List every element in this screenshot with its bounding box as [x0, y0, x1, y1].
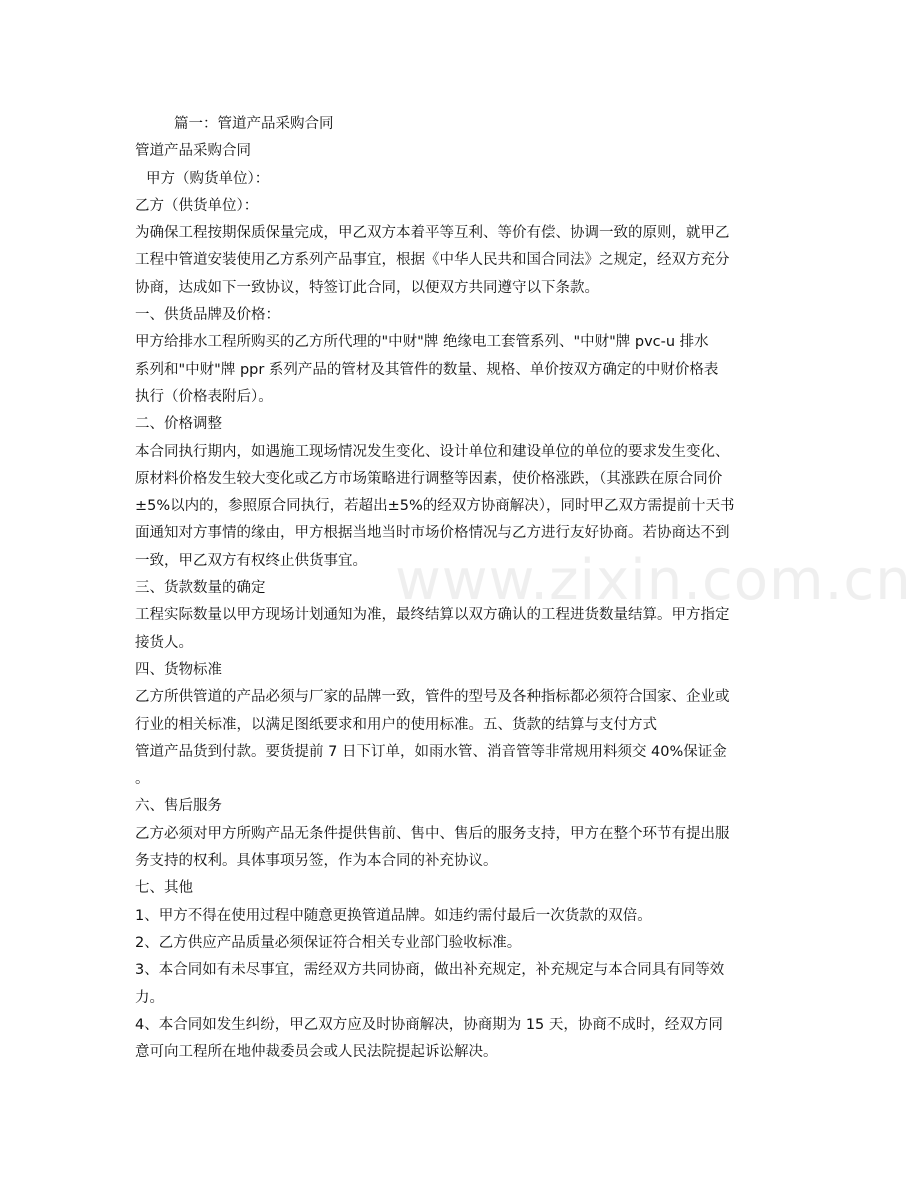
section-1-line: 执行（价格表附后）。	[135, 388, 273, 405]
preamble-line: 协商，达成如下一致协议，特签订此合同，以便双方共同遵守以下条款。	[135, 279, 599, 296]
section-4-line: 行业的相关标准，以满足图纸要求和用户的使用标准。五、货款的结算与支付方式	[135, 716, 657, 733]
clause-line: 2、乙方供应产品质量必须保证符合相关专业部门验收标准。	[135, 934, 522, 951]
section-1-line: 甲方给排水工程所购买的乙方所代理的"中财"牌 绝缘电工套管系列、"中财"牌 pvc-u 排水	[135, 334, 709, 351]
section-heading-6: 六、售后服务	[135, 798, 222, 815]
clause-line: 1、甲方不得在使用过程中随意更换管道品牌。如违约需付最后一次货款的双倍。	[135, 907, 652, 924]
section-heading-2: 二、价格调整	[135, 416, 222, 433]
section-2-line: 本合同执行期内，如遇施工现场情况发生变化、设计单位和建设单位的单位的要求发生变化、	[135, 443, 730, 460]
preamble-line: 工程中管道安装使用乙方系列产品事宜，根据《中华人民共和国合同法》之规定，经双方充分	[135, 252, 730, 269]
party-a-line: 甲方（购货单位）：	[146, 170, 270, 187]
section-heading-3: 三、货款数量的确定	[135, 580, 266, 597]
section-6-line: 务支持的权利。具体事项另签，作为本合同的补充协议。	[135, 853, 498, 870]
document-heading: 篇一：管道产品采购合同	[174, 116, 334, 132]
section-1-line: 系列和"中财"牌 ppr 系列产品的管材及其管件的数量、规格、单价按双方确定的中财价格表	[135, 361, 719, 378]
party-b-line: 乙方（供货单位）：	[135, 197, 259, 214]
contract-title: 管道产品采购合同	[135, 143, 251, 160]
section-2-line: ±5%以内的，参照原合同执行，若超出±5%的经双方协商解决），同时甲乙双方需提前十天书	[135, 498, 735, 515]
section-heading-7: 七、其他	[135, 880, 193, 897]
section-3-line: 接货人。	[135, 634, 193, 651]
clause-line: 意可向工程所在地仲裁委员会或人民法院提起诉讼解决。	[135, 1044, 498, 1061]
section-4-line: 乙方所供管道的产品必须与厂家的品牌一致，管件的型号及各种指标都必须符合国家、企业或	[135, 689, 730, 706]
section-5-line: 管道产品货到付款。要货提前 7 日下订单，如雨水管、消音管等非常规用料须交 40%保证金	[135, 743, 727, 760]
preamble-line: 为确保工程按期保质保量完成，甲乙双方本着平等互利、等价有偿、协调一致的原则，就甲乙	[135, 225, 730, 242]
section-5-line: 。	[135, 771, 150, 788]
section-6-line: 乙方必须对甲方所购产品无条件提供售前、售中、售后的服务支持，甲方在整个环节有提出服	[135, 825, 730, 842]
clause-line: 力。	[135, 989, 164, 1006]
watermark: www.zixin.com.cn	[395, 548, 912, 613]
section-heading-4: 四、货物标准	[135, 661, 222, 678]
section-heading-1: 一、供货品牌及价格：	[135, 307, 280, 324]
contract-body	[135, 111, 785, 1066]
clause-line: 3、本合同如有未尽事宜，需经双方共同协商，做出补充规定，补充规定与本合同具有同等效	[135, 962, 725, 979]
section-2-line: 面通知对方事情的缘由，甲方根据当地当时市场价格情况与乙方进行友好协商。若协商达不到	[135, 525, 730, 542]
clause-line: 4、本合同如发生纠纷，甲乙双方应及时协商解决，协商期为 15 天，协商不成时，经双方同	[135, 1016, 723, 1033]
section-2-line: 原材料价格发生较大变化或乙方市场策略进行调整等因素，使价格涨跌，（其涨跌在原合同价	[135, 470, 723, 487]
section-2-line: 一致，甲乙双方有权终止供货事宜。	[135, 552, 367, 569]
section-3-line: 工程实际数量以甲方现场计划通知为准，最终结算以双方确认的工程进货数量结算。甲方指定	[135, 607, 730, 624]
